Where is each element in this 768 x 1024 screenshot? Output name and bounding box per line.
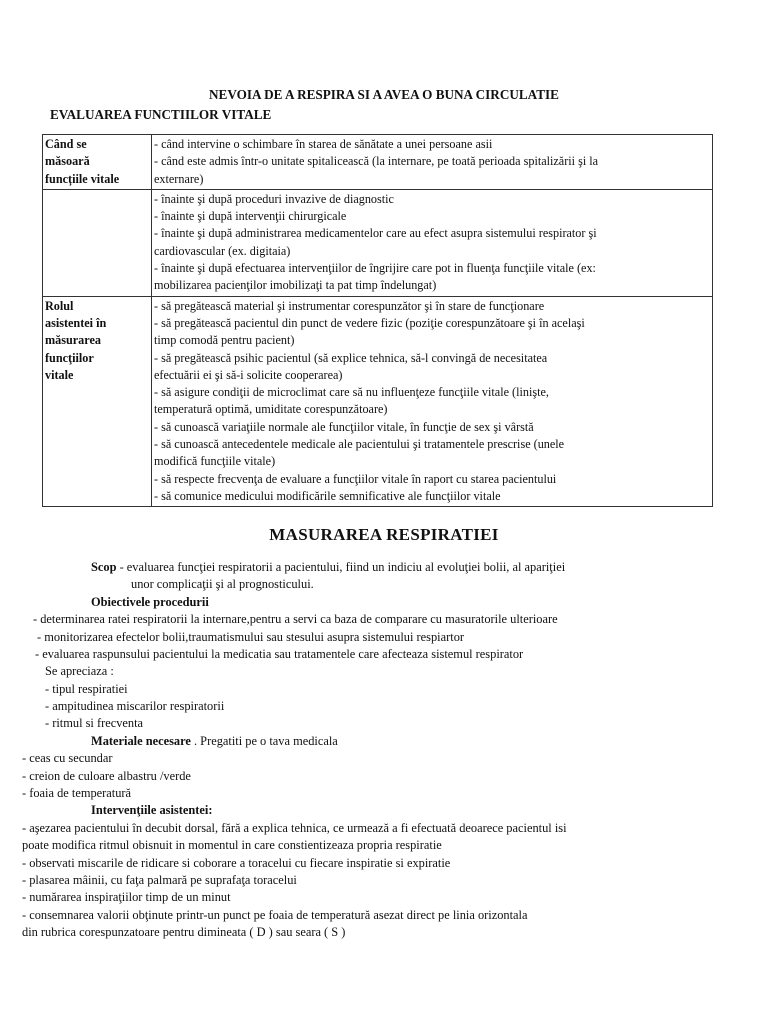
table-row [43,296,713,507]
table-label-text: funcţiilor [45,350,94,365]
document-subtitle: EVALUAREA FUNCTIILOR VITALE [50,107,272,122]
table-line: - să comunice medicului modificările semnificative ale funcţiilor vitale [154,488,501,503]
table-label-text: funcțiile vitale [45,171,120,186]
assessed-heading: Se apreciaza : [45,664,114,678]
scop-text: - evaluarea funcţiei respiratorii a pacientului, fiind un indiciu al evoluţiei bolii, al apariţiei [116,560,566,574]
table-line: efectuării ei şi să-i solicite cooperarea) [154,367,343,382]
table-label-text: Când se [45,137,87,151]
table-label-cell [43,135,152,190]
objective-item: - evaluarea raspunsului pacientului la medicatia sau tratamentele care afecteaza sistemul respirator [35,647,524,661]
table-line: - să respecte frecvenţa de evaluare a funcţiilor vitale în raport cu starea pacientului [154,471,557,486]
scop-label: Scop [91,560,117,574]
table-row [43,189,713,296]
table-line: - să cunoască variaţiile normale ale funcţiilor vitale, în funcţie de sex şi vârstă [154,419,534,434]
intervention-item: - plasarea mâinii, cu faţa palmară pe suprafaţa toracelui [22,873,297,887]
table-content-cell [152,296,713,507]
table-label-text: Rolul [45,298,74,313]
table-label-cell [43,189,152,296]
table-line: - înainte şi după administrarea medicamentelor care au efect asupra sistemului respirator şi [154,226,597,241]
assessed-item: - tipul respiratiei [45,682,128,696]
table-line: - înainte şi după intervenţii chirurgicale [154,209,347,224]
table-line: - să pregătească pacientul din punct de vedere fizic (poziţie corespunzătoare şi în acelaşi [154,315,585,330]
table-row [43,135,713,190]
intervention-item: - numărarea inspiraţiilor timp de un minut [22,890,231,904]
assessed-item: - ritmul si frecventa [45,716,144,730]
material-item: - ceas cu secundar [22,751,113,765]
table-line: - să pregătească material şi instrumentar corespunzător şi în stare de funcţionare [154,298,545,313]
table-line: externare) [154,171,204,186]
table-content-cell [152,189,713,296]
intervention-item: - consemnarea valorii obţinute printr-un punct pe foaia de temperatură asezat direct pe linia orizontala [22,908,528,922]
intervention-item: - observati miscarile de ridicare si coborare a toracelui cu fiecare inspiratie si expiratie [22,856,451,870]
materials-text: . Pregatiti pe o tava medicala [190,734,338,748]
table-line: temperatură optimă, umiditate corespunzătoare) [154,402,388,417]
table-label-text: asistentei în [45,315,107,330]
materials-label: Materiale necesare [91,734,191,748]
table-content-cell [152,135,713,190]
objective-item: - determinarea ratei respiratorii la internare,pentru a servi ca baza de comparare cu masuratorile ulterioare [33,612,558,626]
table-line: timp comodă pentru pacient) [154,333,295,348]
table-label-text: măsoară [45,154,90,169]
table-line: - când este admis într-o unitate spitalicească (la internare, pe toată perioada spitalizării şi la [154,154,599,169]
material-item: - foaia de temperatură [22,786,132,800]
objectives-heading: Obiectivele procedurii [91,595,209,609]
intervention-item: din rubrica corespunzatoare pentru dimineata ( D ) sau seara ( S ) [22,925,346,939]
table-line: cardiovascular (ex. digitaia) [154,243,291,258]
table-line: - să asigure condiţii de microclimat care să nu influenţeze funcţiile vitale (linişte, [154,385,549,400]
document-title: NEVOIA DE A RESPIRA SI A AVEA O BUNA CIRCULATIE [209,87,559,102]
materials-line [91,733,338,750]
table-label-text: măsurarea [45,333,101,348]
scop-line [91,559,565,576]
scop-continuation: unor complicaţii şi al prognosticului. [131,577,314,591]
table-line: modifică funcţiile vitale) [154,454,276,469]
table-line: - înainte şi după proceduri invazive de diagnostic [154,191,394,206]
intervention-item: - aşezarea pacientului în decubit dorsal, fără a explica tehnica, ce urmează a fi efectuată deoarece pacientul isi [22,821,567,835]
table-line: - când intervine o schimbare în starea de sănătate a unei persoane asii [154,137,493,151]
assessed-item: - ampitudinea miscarilor respiratorii [45,699,225,713]
interventions-heading: Intervenţiile asistentei: [91,803,213,817]
table-label-text: vitale [45,367,74,382]
table-line: mobilizarea pacienţilor imobilizaţi ta pat timp îndelungat) [154,278,437,293]
table-line: - să pregătească psihic pacientul (să explice tehnica, să-l convingă de necesitatea [154,350,548,365]
vital-functions-table [42,134,713,507]
intervention-item: poate modifica ritmul obisnuit in momentul in care constientizeaza propria respiratie [22,838,442,852]
table-line: - înainte şi după efectuarea intervenţiilor de îngrijire care pot in fluenţa funcţiile vitale (ex: [154,261,596,276]
table-line: - să cunoască antecedentele medicale ale pacientului şi tratamentele prescrise (unele [154,437,565,452]
objective-item: - monitorizarea efectelor bolii,traumatismului sau stesului asupra sistemului respiartor [37,630,465,644]
material-item: - creion de culoare albastru /verde [22,769,191,783]
table-label-cell [43,296,152,507]
section-heading: MASURAREA RESPIRATIEI [269,525,499,544]
